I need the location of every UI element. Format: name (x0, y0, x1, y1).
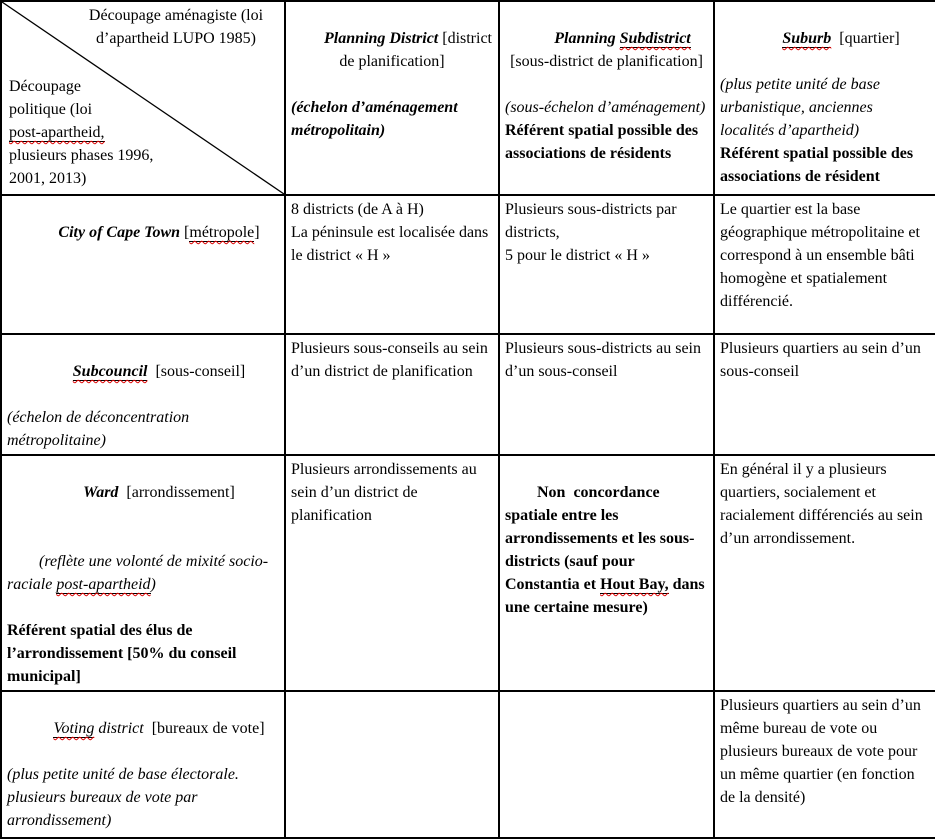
cell-text: Plusieurs quartiers au sein d’un sous-conseil (720, 340, 925, 380)
cell-city-suburb (714, 195, 935, 334)
cell-text: Plusieurs quartiers au sein d’un même bureau de vote ou plusieurs bureaux de vote pour un même quartier (en fonction de la densité) (720, 697, 925, 806)
header-planning-district (285, 1, 499, 195)
cell-text: Plusieurs sous-districts au sein d’un sous-conseil (505, 340, 705, 380)
row-term: City of Cape Town (58, 224, 181, 241)
cell-city-planning-district (285, 195, 499, 334)
cell-text (505, 458, 708, 642)
cell-text: Le quartier est la base géographique métropolitaine et correspond à un ensemble bâti homogène et spatialement différencié. (720, 201, 924, 310)
bracket: ] (254, 224, 260, 241)
cell-ward-planning-district (285, 455, 499, 691)
header-title (291, 4, 496, 96)
row-note: (échelon de déconcentration métropolitaine) (7, 409, 194, 449)
corner-bottom-line: 2001, 2013) (9, 170, 87, 187)
underlined-term: Suburb (782, 30, 832, 47)
cell-voting-planning-subdistrict (499, 691, 714, 838)
row-translation: [arrondissement] (118, 484, 235, 501)
header-note: (plus petite unité de base urbanistique, anciennes localités d’apartheid) (720, 76, 884, 139)
cell-text: Plusieurs sous-districts par districts, (505, 201, 681, 241)
row-note (7, 527, 279, 619)
header-note: (sous-échelon d’aménagement) (505, 99, 706, 116)
row-voting-district (1, 691, 935, 838)
row-referent: Référent spatial des élus de l’arrondissement [50% du conseil municipal] (7, 622, 241, 685)
underlined-term: Subcouncil (72, 363, 148, 380)
bracket: [ (180, 224, 190, 241)
cell-ward-label (1, 455, 285, 691)
underlined-term: métropole (189, 224, 255, 241)
header-title (720, 4, 930, 73)
cell-voting-suburb (714, 691, 935, 838)
header-title (505, 4, 708, 96)
row-subcouncil (1, 334, 935, 455)
row-translation: [bureaux de vote] (143, 720, 265, 737)
cell-subcouncil-planning-district (285, 334, 499, 455)
underlined-term: post-apartheid (56, 576, 151, 593)
cell-text: Plusieurs arrondissements au sein d’un district de planification (291, 461, 481, 524)
cell-text: 8 districts (de A à H) (291, 201, 424, 218)
cell-text: La péninsule est localisée dans le district « H » (291, 224, 493, 264)
row-term: district (94, 720, 144, 737)
underlined-term: Hout Bay, (600, 576, 669, 593)
cell-ward-suburb (714, 455, 935, 691)
row-note: (plus petite unité de base électorale. plusieurs bureaux de vote par arrondissement) (7, 766, 243, 829)
corner-cell (1, 1, 285, 195)
header-referent: Référent spatial possible des associations de résidents (505, 122, 703, 162)
header-planning-subdistrict (499, 1, 714, 195)
row-ward (1, 455, 935, 691)
cell-subcouncil-suburb (714, 334, 935, 455)
cell-text: En général il y a plusieurs quartiers, socialement et racialement différenciés au sein d’un arrondissement. (720, 461, 927, 547)
row-label (7, 198, 279, 267)
row-term: Ward (83, 484, 119, 501)
cell-text-run: dans une certaine mesure) (505, 576, 709, 616)
cell-city-label (1, 195, 285, 334)
header-translation: [quartier] (831, 30, 900, 47)
header-referent: Référent spatial possible des associations de résident (720, 145, 918, 185)
cell-voting-planning-district (285, 691, 499, 838)
row-label (7, 337, 279, 406)
cell-text: Plusieurs sous-conseils au sein d’un district de planification (291, 340, 492, 380)
header-suburb (714, 1, 935, 195)
note-text: ) (150, 576, 156, 593)
cell-subcouncil-planning-subdistrict (499, 334, 714, 455)
header-term: Planning District (323, 30, 439, 47)
corner-bottom-label (9, 75, 153, 190)
header-translation: [sous-district de planification] (510, 30, 703, 70)
cell-voting-label (1, 691, 285, 838)
cell-text-run: Non concordance spatiale entre les arrondissements et les sous-districts (sauf pour Constantia et (505, 484, 695, 593)
header-translation: [district de planification] (339, 30, 496, 70)
corner-top-line: Découpage aménagiste (loi (88, 7, 264, 24)
note-text: (reflète une volonté de mixité socio-raciale (7, 553, 269, 593)
row-city-of-cape-town (1, 195, 935, 334)
underlined-term: Subdistrict (619, 30, 691, 47)
header-note: (échelon d’aménagement métropolitain) (291, 99, 462, 139)
corner-bottom-line: politique (loi (9, 101, 93, 118)
cell-ward-planning-subdistrict (499, 455, 714, 691)
cell-city-planning-subdistrict (499, 195, 714, 334)
corner-top-line: d’apartheid LUPO 1985) (96, 30, 256, 47)
corner-bottom-line (9, 121, 153, 144)
cell-subcouncil-label (1, 334, 285, 455)
row-label (7, 458, 279, 527)
header-term: Planning (554, 30, 620, 47)
corner-top-label (2, 2, 284, 50)
row-label (7, 694, 279, 763)
cell-text: 5 pour le district « H » (505, 247, 650, 264)
corner-bottom-line: Découpage (9, 78, 81, 95)
row-translation: [sous-conseil] (147, 363, 246, 380)
header-row (1, 1, 935, 195)
underlined-term: Voting (53, 720, 95, 737)
underlined-term: post-apartheid, (9, 124, 105, 141)
corner-bottom-line: plusieurs phases 1996, (9, 147, 154, 164)
